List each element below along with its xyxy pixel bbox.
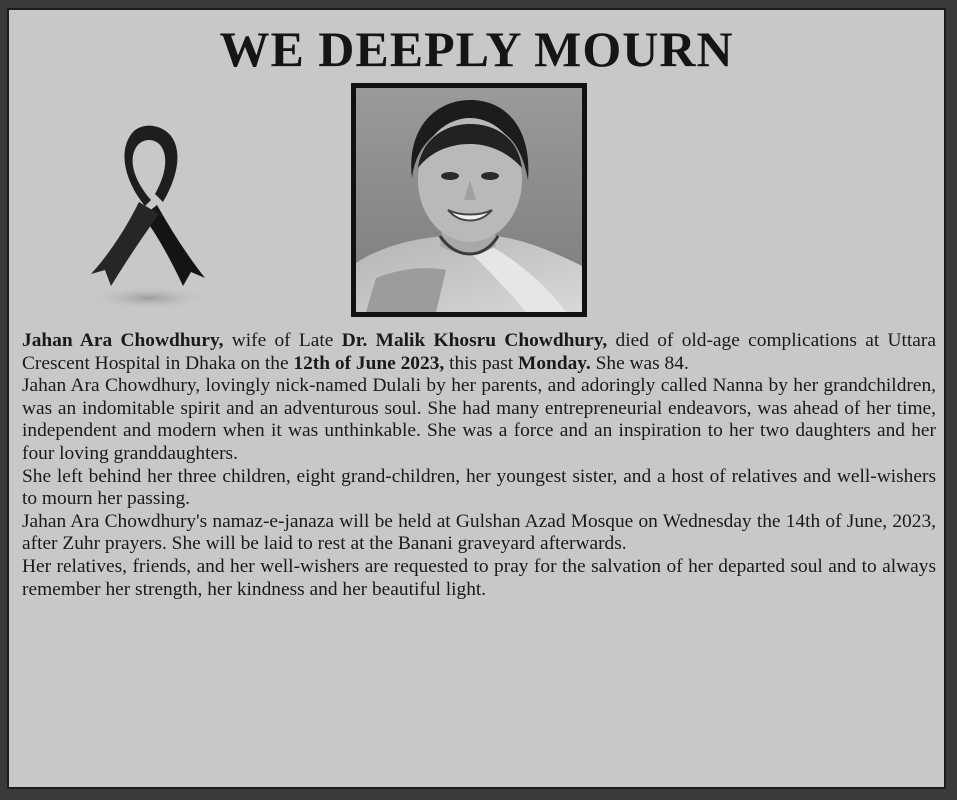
husband-name: Dr. Malik Khosru Chowdhury,	[341, 330, 608, 351]
text-span: wife of Late	[223, 330, 342, 351]
text-span: She was 84.	[590, 352, 689, 374]
deceased-name: Jahan Ara Chowdhury,	[22, 330, 224, 351]
portrait-photo	[351, 83, 587, 317]
text-span: died of old-age complications at Uttara Crescent Hospital in Dhaka on the	[22, 330, 936, 374]
paragraph-survivors: She left behind her three children, eight grand-children, her youngest sister, and a host of relatives and well-wishers to mourn her passing.	[22, 465, 936, 510]
paragraph-janaza: Jahan Ara Chowdhury's namaz-e-janaza will be held at Gulshan Azad Mosque on Wednesday the 14th of June, 2023, after Zuhr prayers. She will be laid to rest at the Banani graveyard afterwards.	[22, 510, 936, 555]
paragraph-prayer-request: Her relatives, friends, and her well-wishers are requested to pray for the salvation of her departed soul and to always remember her strength, her kindness and her beautiful light.	[22, 555, 936, 600]
mourning-ribbon-icon	[79, 120, 209, 320]
death-day: Monday.	[518, 352, 591, 374]
paragraph-biography: Jahan Ara Chowdhury, lovingly nick-named Dulali by her parents, and adoringly called Nanna by her grandchildren, was an indomitable spirit and an adventurous soul. She had many entrepreneurial endeavors, was ahead of her time, independent and modern when it was unthinkable. She was a force and an inspiration to her two daughters and her four loving granddaughters.	[22, 375, 936, 464]
obituary-notice	[7, 8, 946, 789]
text-span: this past	[444, 352, 519, 374]
obituary-text	[22, 330, 936, 601]
headline: WE DEEPLY MOURN	[219, 21, 734, 77]
death-date: 12th of June 2023,	[293, 352, 445, 374]
paragraph-announcement	[22, 330, 936, 375]
